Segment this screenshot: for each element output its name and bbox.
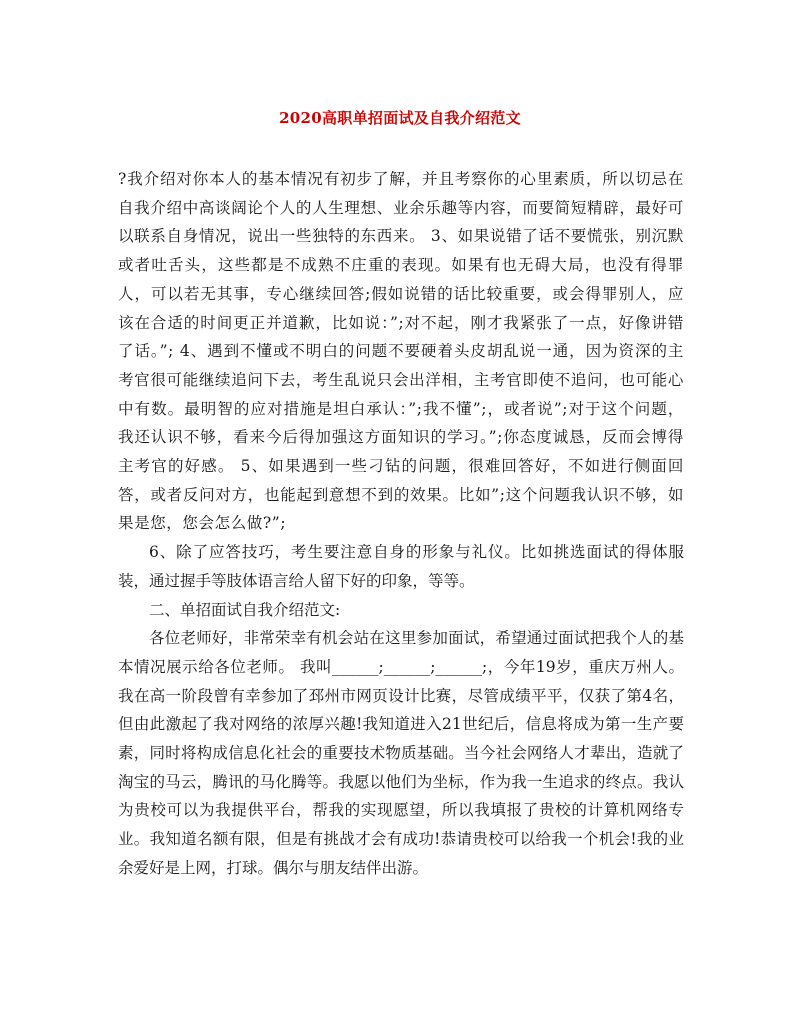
paragraph-interview-tips: ?我介绍对你本人的基本情况有初步了解，并且考察你的心里素质，所以切忌在自我介绍中高谈阔论个人的人生理想、业余乐趣等内容，而要简短精辟，最好可以联系自身情况，说出一些独特的东西来。 3、如果说错了话不要慌张，别沉默或者吐舌头，这些都是不成熟不庄重的表现。如果有也无碍大局，也没有得罪人，可以若无其事，专心继续回答;假如说错的话比较重要，或会得罪别人，应该在合适的时间更正并道歉，比如说：”;对不起，刚才我紧张了一点，好像讲错了话。”; 4、遇到不懂或不明白的问题不要硬着头皮胡乱说一通，因为资深的主考官很可能继续追问下去，考生乱说只会出洋相，主考官即使不追问，也可能心中有数。最明智的应对措施是坦白承认：”;我不懂”;，或者说”;对于这个问题，我还认识不够，看来今后得加强这方面知识的学习。”;你态度诚恳，反而会博得主考官的好感。 5、如果遇到一些刁钻的问题，很难回答好，不如进行侧面回答，或者反问对方，也能起到意想不到的效果。比如”;这个问题我认识不够，如果是您，您会怎么做?”;	[118, 170, 684, 533]
document-title: 2020高职单招面试及自我介绍范文	[279, 109, 521, 127]
section-heading-self-intro: 二、单招面试自我介绍范文:	[149, 600, 341, 619]
document-body	[118, 165, 684, 883]
paragraph-self-intro-sample: 各位老师好，非常荣幸有机会站在这里参加面试，希望通过面试把我个人的基本情况展示给各位老师。 我叫______;______;______;，今年19岁，重庆万州人。我在高一阶段曾有幸参加了邳州市网页设计比赛，尽管成绩平平，仅获了第4名，但由此激起了我对网络的浓厚兴趣!我知道进入21世纪后，信息将成为第一生产要素，同时将构成信息化社会的重要技术物质基础。当今社会网络人才辈出，造就了淘宝的马云，腾讯的马化腾等。我愿以他们为坐标，作为我一生追求的终点。我认为贵校可以为我提供平台，帮我的实现愿望，所以我填报了贵校的计算机网络专业。我知道名额有限，但是有挑战才会有成功!恭请贵校可以给我一个机会!我的业余爱好是上网，打球。偶尔与朋友结伴出游。	[118, 629, 684, 877]
paragraph-appearance-tips: 6、除了应答技巧，考生要注意自身的形象与礼仪。比如挑选面试的得体服装，通过握手等肢体语言给人留下好的印象，等等。	[118, 543, 684, 590]
